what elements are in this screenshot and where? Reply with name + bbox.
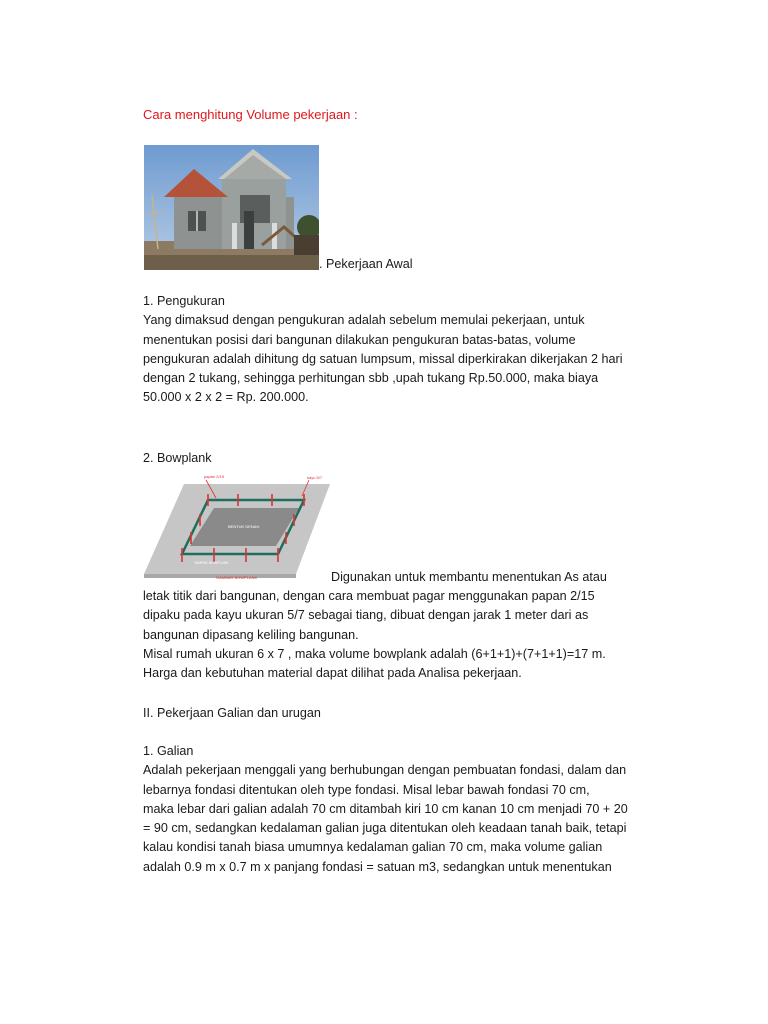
bowplank-line: bangunan dipasang keliling bangunan.: [143, 627, 359, 642]
bowplank-line: Harga dan kebutuhan material dapat dilihat pada Analisa pekerjaan.: [143, 666, 522, 681]
bowplank-title: 2. Bowplank: [143, 451, 212, 465]
galian-line: maka lebar dari galian adalah 70 cm ditambah kiri 10 cm kanan 10 cm menjadi 70 + 20: [143, 801, 628, 816]
diagram-label: kayu 5/7: [307, 475, 323, 480]
diagram-label: TAMPAK BOWPLANK: [194, 561, 229, 565]
pengukuran-title: 1. Pengukuran: [143, 294, 225, 308]
diagram-label: BENTUK DENAH: [228, 524, 260, 529]
bowplank-first-line: Digunakan untuk membantu menentukan As atau: [331, 570, 607, 584]
pengukuran-line: 50.000 x 2 x 2 = Rp. 200.000.: [143, 390, 309, 405]
pengukuran-line: dengan 2 tukang, sehingga perhitungan sbb ,upah tukang Rp.50.000, maka biaya: [143, 371, 599, 386]
section2-heading: II. Pekerjaan Galian dan urugan: [143, 706, 321, 720]
bowplank-line: dipaku pada kayu ukuran 5/7 sebagai tiang, dibuat dengan jarak 1 meter dari as: [143, 608, 589, 623]
pengukuran-line: menentukan posisi dari bangunan dilakukan pengukuran batas-batas, volume: [143, 332, 576, 347]
bowplank-block: [143, 587, 633, 683]
section1-heading: . Pekerjaan Awal: [319, 257, 413, 271]
galian-line: Adalah pekerjaan menggali yang berhubungan dengan pembuatan fondasi, dalam dan: [143, 763, 627, 778]
galian-line: kalau kondisi tanah biasa umumnya kedalaman galian 70 cm, maka volume galian: [143, 840, 603, 855]
galian-line: lebarnya fondasi ditentukan oleh type fondasi. Misal lebar bawah fondasi 70 cm,: [143, 782, 590, 797]
pengukuran-line: pengukuran adalah dihitung dg satuan lumpsum, missal diperkirakan dikerjakan 2 hari: [143, 351, 623, 366]
bowplank-diagram: [144, 470, 330, 580]
house-photo: [144, 145, 319, 270]
galian-line: adalah 0.9 m x 0.7 m x panjang fondasi = satuan m3, sedangkan untuk menentukan: [143, 859, 612, 874]
pengukuran-block: [143, 292, 633, 408]
diagram-label: GAMBAR BOWPLANK: [216, 575, 258, 580]
bowplank-line: letak titik dari bangunan, dengan cara membuat pagar menggunakan papan 2/15: [143, 589, 595, 603]
page-title: Cara menghitung Volume pekerjaan :: [143, 107, 358, 122]
galian-line: = 90 cm, sedangkan kedalaman galian juga ditentukan oleh keadaan tanah baik, tetapi: [143, 821, 627, 836]
diagram-label: papan 2/15: [204, 474, 225, 479]
pengukuran-line: Yang dimaksud dengan pengukuran adalah sebelum memulai pekerjaan, untuk: [143, 313, 585, 328]
bowplank-line: Misal rumah ukuran 6 x 7 , maka volume bowplank adalah (6+1+1)+(7+1+1)=17 m.: [143, 646, 606, 661]
galian-block: [143, 742, 633, 877]
galian-title: 1. Galian: [143, 744, 194, 758]
